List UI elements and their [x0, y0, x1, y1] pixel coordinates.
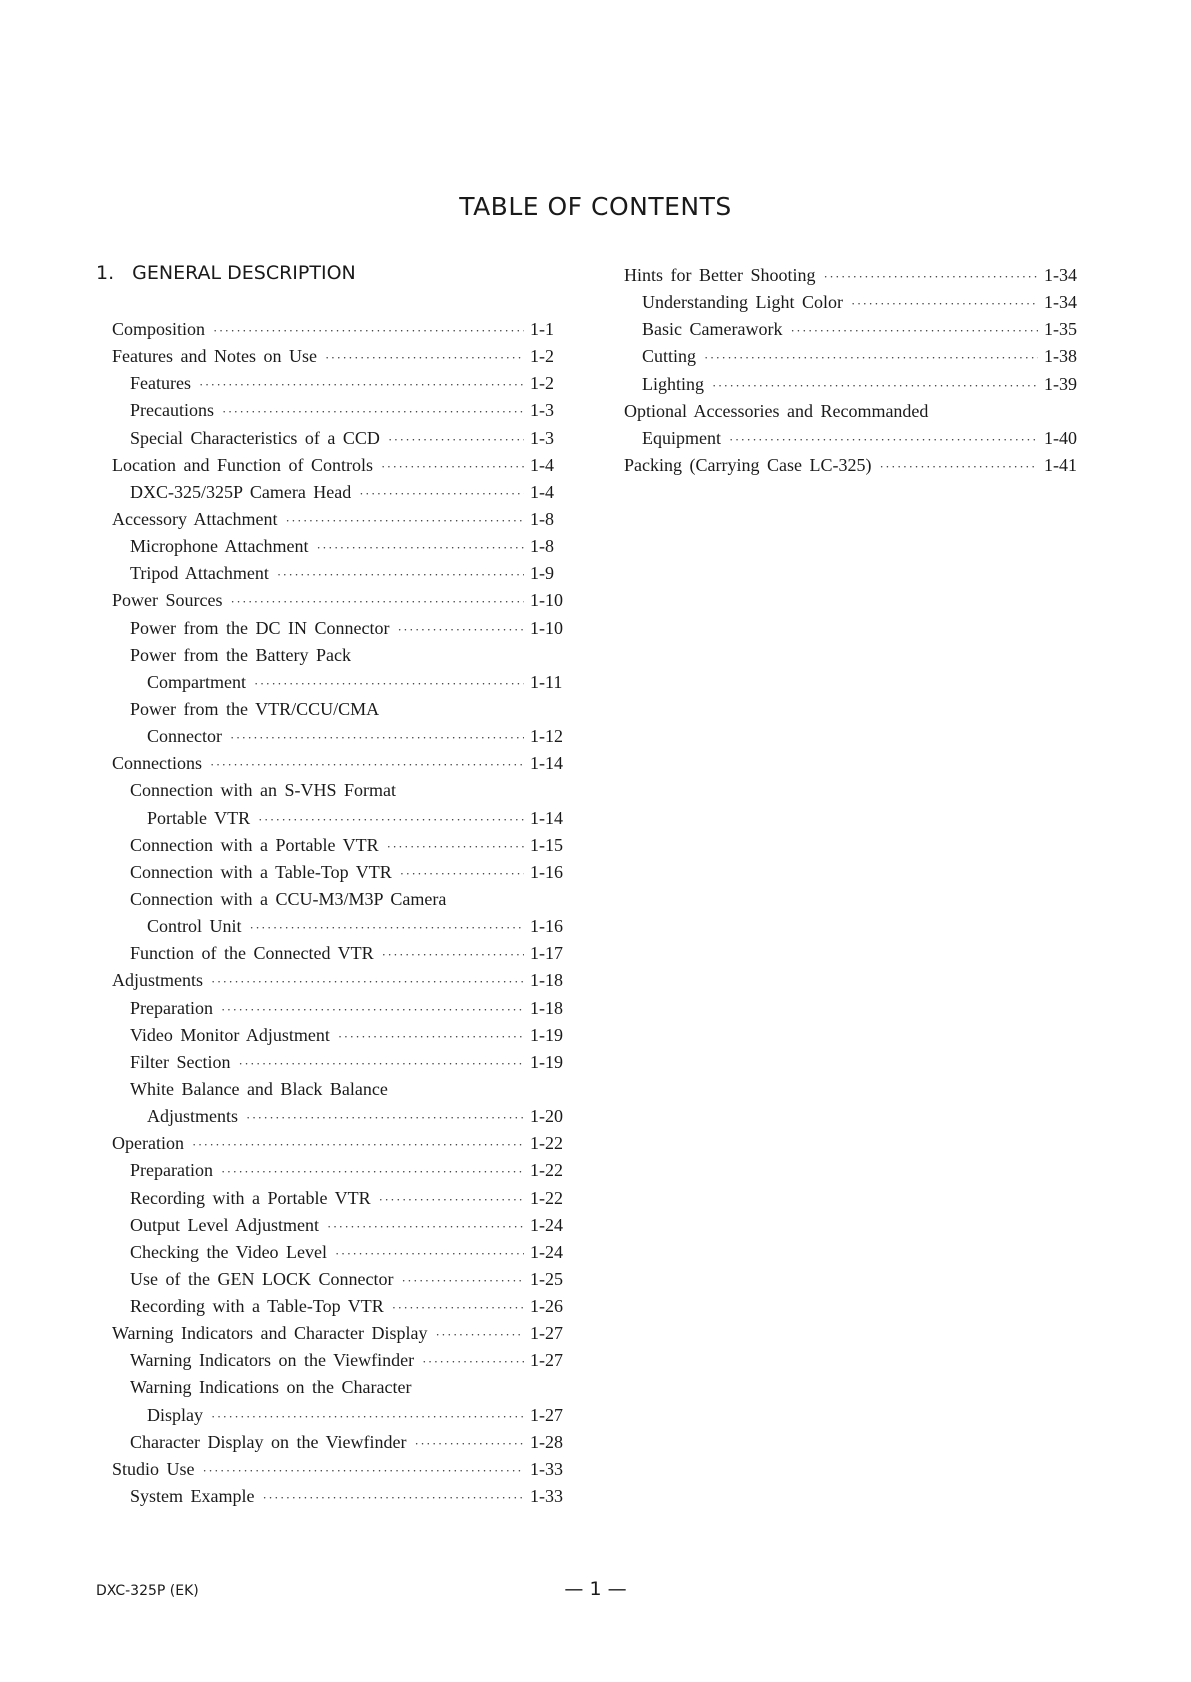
toc-entry-title: Power from the Battery Pack	[130, 644, 351, 665]
dot-leader	[230, 724, 524, 751]
dot-leader	[221, 1158, 524, 1185]
toc-entry	[112, 587, 568, 614]
toc-entry-title: Power Sources	[112, 590, 223, 611]
toc-entry-title: Hints for Better Shooting	[624, 265, 816, 285]
toc-entry-title: Features and Notes on Use	[112, 346, 317, 367]
dot-leader	[285, 507, 524, 534]
toc-entry-page: 1-26	[530, 1296, 563, 1317]
toc-entry	[624, 316, 1082, 343]
dot-leader	[388, 426, 524, 453]
toc-entry-page: 1-17	[530, 943, 563, 964]
toc-entry-title: Filter Section	[130, 1051, 231, 1072]
toc-entry-page: 1-41	[1044, 454, 1077, 475]
toc-entry	[112, 425, 568, 452]
dot-leader	[422, 1348, 524, 1375]
toc-entry	[112, 533, 568, 560]
toc-entry-page: 1-28	[530, 1431, 563, 1452]
section-number: 1.	[96, 262, 115, 284]
toc-entry	[112, 615, 568, 642]
toc-entry-title: Use of the GEN LOCK Connector	[130, 1268, 394, 1289]
dot-leader	[790, 317, 1038, 344]
footer-page-number: — 1 —	[564, 1578, 627, 1600]
toc-entry-title: Cutting	[642, 346, 697, 367]
toc-entry-title: Connection with a Table-Top VTR	[130, 861, 392, 882]
toc-entry-title: Optional Accessories and Recommanded	[624, 400, 929, 421]
toc-entry	[112, 750, 568, 777]
dot-leader	[379, 1186, 524, 1213]
toc-entry-page: 1-27	[530, 1323, 563, 1344]
toc-entry-title: Compartment	[147, 671, 246, 692]
toc-entry	[112, 1103, 568, 1130]
dot-leader	[851, 290, 1038, 317]
toc-entry-title: Connections	[112, 753, 202, 774]
toc-entry-page: 1-18	[530, 997, 563, 1018]
toc-entry-page: 1-12	[530, 726, 563, 747]
toc-entry	[112, 506, 568, 533]
toc-entry	[112, 1239, 568, 1266]
dot-leader	[381, 453, 524, 480]
dot-leader	[387, 833, 524, 860]
toc-entry-page: 1-9	[530, 563, 554, 584]
dot-leader	[729, 426, 1038, 453]
toc-entry-title: Precautions	[130, 400, 214, 421]
toc-entry-page: 1-40	[1044, 427, 1077, 448]
toc-entry	[112, 859, 568, 886]
toc-entry-page: 1-11	[530, 671, 563, 692]
toc-entry	[112, 1049, 568, 1076]
toc-entry-title: Warning Indications on the Character	[130, 1377, 412, 1398]
toc-entry-page: 1-4	[530, 454, 554, 475]
toc-entry-page: 1-15	[530, 834, 563, 855]
section-title: GENERAL DESCRIPTION	[132, 262, 356, 284]
toc-entry	[112, 967, 568, 994]
dot-leader	[258, 806, 524, 833]
dot-leader	[277, 561, 524, 588]
toc-entry-page: 1-8	[530, 508, 554, 529]
section-heading	[96, 262, 356, 284]
toc-entry	[112, 1266, 568, 1293]
toc-entry	[112, 995, 568, 1022]
toc-entry-page: 1-34	[1044, 292, 1077, 313]
toc-entry	[624, 371, 1082, 398]
toc-entry-page: 1-4	[530, 481, 554, 502]
toc-entry-page: 1-1	[530, 319, 554, 339]
toc-entry-title: Connector	[147, 726, 222, 747]
toc-entry-page: 1-10	[530, 617, 563, 638]
toc-entry-page: 1-39	[1044, 373, 1077, 394]
toc-entry-page: 1-25	[530, 1268, 563, 1289]
dot-leader	[824, 263, 1039, 290]
dot-leader	[327, 1213, 524, 1240]
toc-entry-title: Basic Camerawork	[642, 319, 783, 340]
toc-entry	[112, 1483, 568, 1510]
toc-entry-page: 1-10	[530, 590, 563, 611]
toc-entry-title: Location and Function of Controls	[112, 454, 373, 475]
toc-entry	[624, 343, 1082, 370]
toc-entry-title: White Balance and Black Balance	[130, 1078, 388, 1099]
dot-leader	[335, 1240, 524, 1267]
toc-entry-page: 1-2	[530, 346, 554, 367]
dot-leader	[239, 1050, 525, 1077]
toc-entry-page: 1-19	[530, 1051, 563, 1072]
toc-entry-page: 1-18	[530, 970, 563, 991]
toc-entry-title: Recording with a Table-Top VTR	[130, 1296, 384, 1317]
toc-entry-page: 1-27	[530, 1404, 563, 1425]
toc-entry-page: 1-16	[530, 916, 563, 937]
toc-entry	[112, 1429, 568, 1456]
dot-leader	[325, 344, 524, 371]
dot-leader	[211, 1403, 524, 1430]
dot-leader	[316, 534, 524, 561]
toc-entry	[112, 479, 568, 506]
toc-entry	[112, 452, 568, 479]
toc-entry-title: Packing (Carrying Case LC-325)	[624, 454, 872, 475]
toc-entry	[112, 777, 568, 804]
toc-entry-title: Connection with an S-VHS Format	[130, 780, 396, 801]
dot-leader	[435, 1321, 524, 1348]
toc-entry-page: 1-22	[530, 1160, 563, 1181]
toc-entry	[112, 1157, 568, 1184]
toc-entry-title: Adjustments	[147, 1106, 239, 1127]
toc-entry	[112, 940, 568, 967]
toc-entry-title: Power from the DC IN Connector	[130, 617, 390, 638]
toc-entry-title: Operation	[112, 1133, 184, 1154]
toc-entry	[112, 696, 568, 723]
toc-entry	[112, 370, 568, 397]
toc-entry-title: Preparation	[130, 1160, 213, 1181]
toc-entry	[112, 1185, 568, 1212]
page-title: TABLE OF CONTENTS	[459, 192, 732, 221]
toc-entry	[112, 1130, 568, 1157]
toc-entry	[112, 642, 568, 669]
toc-entry	[112, 1022, 568, 1049]
toc-entry	[112, 343, 568, 370]
toc-entry-title: Video Monitor Adjustment	[130, 1024, 330, 1045]
toc-entry-title: Studio Use	[112, 1458, 195, 1479]
footer-model: DXC-325P (EK)	[96, 1583, 199, 1599]
dot-leader	[400, 860, 524, 887]
toc-left-column	[112, 316, 568, 1510]
toc-entry	[624, 398, 1082, 425]
toc-entry	[112, 1076, 568, 1103]
toc-entry-page: 1-20	[530, 1106, 563, 1127]
dot-leader	[704, 344, 1038, 371]
toc-entry	[624, 289, 1082, 316]
toc-entry-title: Tripod Attachment	[130, 563, 269, 584]
toc-entry-page: 1-33	[530, 1486, 563, 1507]
dot-leader	[879, 453, 1038, 480]
toc-entry-title: Output Level Adjustment	[130, 1214, 319, 1235]
toc-entry	[112, 1456, 568, 1483]
toc-entry	[112, 316, 568, 343]
toc-entry	[112, 669, 568, 696]
toc-entry-title: Equipment	[642, 427, 721, 448]
toc-entry-title: Portable VTR	[147, 807, 251, 828]
toc-entry-title: Preparation	[130, 997, 213, 1018]
dot-leader	[230, 588, 524, 615]
toc-entry-page: 1-19	[530, 1024, 563, 1045]
toc-entry-title: Features	[130, 373, 191, 394]
dot-leader	[401, 1267, 524, 1294]
dot-leader	[213, 317, 524, 344]
toc-entry-page: 1-22	[530, 1187, 563, 1208]
toc-entry-title: Control Unit	[147, 916, 242, 937]
dot-leader	[203, 1457, 524, 1484]
toc-entry-title: Accessory Attachment	[112, 508, 278, 529]
toc-entry-title: System Example	[130, 1486, 255, 1507]
toc-entry-page: 1-8	[530, 536, 554, 557]
dot-leader	[221, 996, 524, 1023]
toc-entry-page: 1-3	[530, 427, 554, 448]
toc-entry	[112, 1293, 568, 1320]
dot-leader	[250, 914, 524, 941]
toc-entry-page: 1-38	[1044, 346, 1077, 367]
toc-entry	[624, 262, 1082, 289]
dot-leader	[246, 1104, 524, 1131]
toc-entry	[624, 452, 1082, 479]
toc-entry	[112, 913, 568, 940]
dot-leader	[415, 1430, 525, 1457]
toc-entry-title: Checking the Video Level	[130, 1241, 328, 1262]
dot-leader	[211, 968, 524, 995]
dot-leader	[392, 1294, 524, 1321]
dot-leader	[262, 1484, 524, 1511]
toc-entry-title: Warning Indicators and Character Display	[112, 1323, 428, 1344]
toc-entry	[112, 1212, 568, 1239]
toc-entry-page: 1-2	[530, 373, 554, 394]
dot-leader	[199, 371, 524, 398]
toc-entry-title: Function of the Connected VTR	[130, 943, 374, 964]
toc-entry-page: 1-3	[530, 400, 554, 421]
toc-entry-title: Warning Indicators on the Viewfinder	[130, 1350, 415, 1371]
toc-entry-title: Microphone Attachment	[130, 536, 309, 557]
toc-entry-title: Display	[147, 1404, 203, 1425]
toc-entry-title: Lighting	[642, 373, 704, 394]
toc-entry	[112, 1320, 568, 1347]
dot-leader	[192, 1131, 524, 1158]
dot-leader	[210, 751, 524, 778]
toc-entry-page: 1-16	[530, 861, 563, 882]
toc-entry	[112, 832, 568, 859]
toc-entry-title: DXC-325/325P Camera Head	[130, 481, 352, 502]
toc-entry	[112, 1402, 568, 1429]
toc-entry	[112, 886, 568, 913]
toc-entry	[112, 1347, 568, 1374]
toc-entry-page: 1-24	[530, 1214, 563, 1235]
toc-entry-title: Recording with a Portable VTR	[130, 1187, 371, 1208]
toc-entry	[112, 805, 568, 832]
toc-entry-page: 1-34	[1044, 265, 1077, 285]
toc-entry-title: Character Display on the Viewfinder	[130, 1431, 407, 1452]
toc-entry-title: Understanding Light Color	[642, 292, 843, 313]
dot-leader	[712, 372, 1038, 399]
dot-leader	[338, 1023, 524, 1050]
toc-entry-title: Special Characteristics of a CCD	[130, 427, 380, 448]
toc-right-column	[624, 262, 1082, 479]
toc-entry-page: 1-33	[530, 1458, 563, 1479]
toc-entry	[624, 425, 1082, 452]
dot-leader	[359, 480, 524, 507]
dot-leader	[382, 941, 524, 968]
toc-entry-title: Composition	[112, 319, 206, 339]
toc-entry-page: 1-22	[530, 1133, 563, 1154]
toc-entry-page: 1-27	[530, 1350, 563, 1371]
toc-entry-title: Connection with a CCU-M3/M3P Camera	[130, 888, 447, 909]
dot-leader	[254, 670, 524, 697]
toc-entry-title: Connection with a Portable VTR	[130, 834, 379, 855]
toc-entry	[112, 397, 568, 424]
toc-entry-page: 1-14	[530, 753, 563, 774]
toc-entry-page: 1-14	[530, 807, 563, 828]
toc-entry-title: Adjustments	[112, 970, 204, 991]
toc-entry	[112, 1374, 568, 1401]
toc-entry-title: Power from the VTR/CCU/CMA	[130, 698, 380, 719]
toc-entry-page: 1-35	[1044, 319, 1077, 340]
dot-leader	[397, 616, 524, 643]
toc-entry	[112, 723, 568, 750]
dot-leader	[222, 398, 524, 425]
toc-entry	[112, 560, 568, 587]
toc-entry-page: 1-24	[530, 1241, 563, 1262]
